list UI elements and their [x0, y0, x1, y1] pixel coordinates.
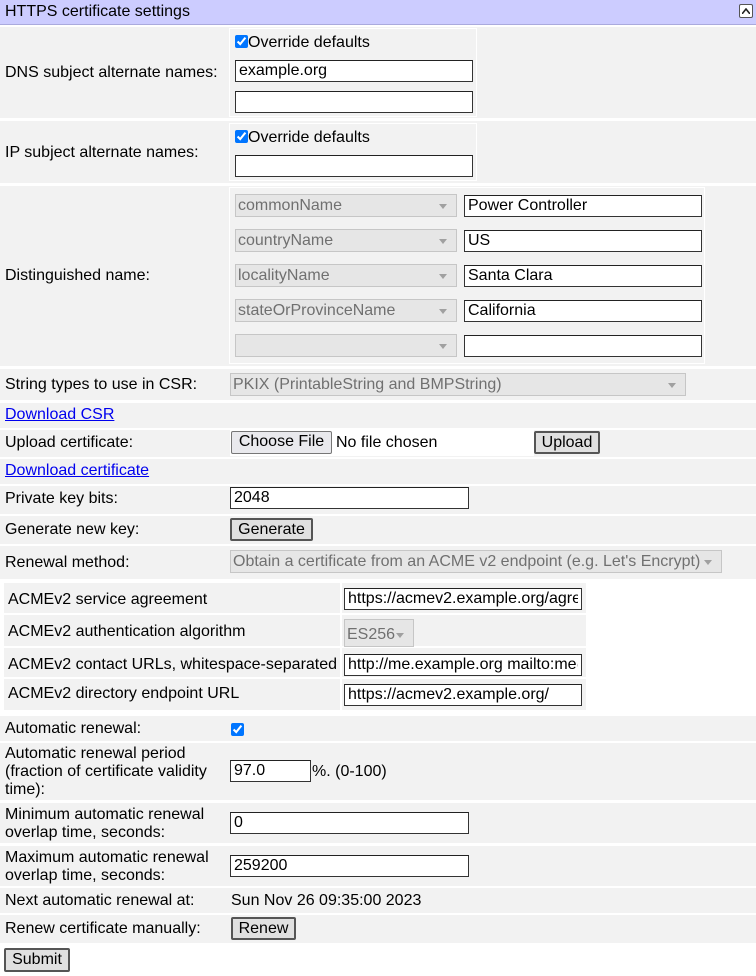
acme-settings — [3, 582, 587, 713]
download-csr-link[interactable]: Download CSR — [5, 406, 115, 423]
upload-label: Upload certificate: — [5, 434, 134, 451]
ip-override-checkbox[interactable] — [235, 130, 248, 143]
acme-directory-field[interactable] — [344, 684, 582, 706]
dns-label: DNS subject alternate names: — [5, 64, 218, 81]
file-chooser — [230, 430, 534, 456]
key-bits-field[interactable] — [230, 487, 469, 509]
renewal-period-row — [0, 743, 756, 800]
dns-override-label: Override defaults — [248, 34, 370, 51]
acme-directory-label: ACMEv2 directory endpoint URL — [8, 685, 240, 702]
auto-renewal-row — [0, 716, 756, 741]
key-bits-row — [0, 486, 756, 514]
renewal-method-label: Renewal method: — [5, 554, 130, 571]
auto-renewal-checkbox[interactable] — [231, 723, 244, 736]
max-overlap-label: Maximum automatic renewal overlap time, seconds: — [5, 849, 209, 884]
submit-button[interactable]: Submit — [4, 948, 70, 972]
renew-manual-row — [0, 915, 756, 943]
acme-agreement-field[interactable] — [344, 588, 582, 610]
ip-override-label: Override defaults — [248, 129, 370, 146]
min-overlap-label: Minimum automatic renewal overlap time, seconds: — [5, 806, 205, 841]
string-types-select[interactable]: PKIX (PrintableString and BMPString) — [230, 373, 686, 396]
max-overlap-field[interactable] — [230, 855, 469, 877]
acme-agreement-label: ACMEv2 service agreement — [8, 591, 208, 608]
string-types-row — [0, 369, 756, 400]
ip-label: IP subject alternate names: — [5, 144, 199, 161]
ip-box — [229, 123, 477, 181]
ip-row — [0, 121, 756, 183]
gen-key-label: Generate new key: — [5, 521, 140, 538]
dns-name-field-2[interactable] — [235, 91, 473, 113]
dn-value-field-2[interactable] — [464, 230, 702, 252]
min-overlap-field[interactable] — [230, 812, 469, 834]
key-bits-label: Private key bits: — [5, 490, 118, 507]
dn-label: Distinguished name: — [5, 267, 150, 284]
download-csr-row — [0, 403, 756, 428]
acme-contacts-field[interactable] — [344, 654, 582, 676]
renewal-period-label: Automatic renewal period (fraction of certificate validity time): — [5, 745, 207, 798]
dn-attr-select-1[interactable]: commonName — [235, 194, 457, 217]
renewal-period-suffix: %. (0-100) — [312, 763, 387, 780]
dns-name-field-1[interactable] — [235, 60, 473, 82]
next-renewal-row — [0, 888, 756, 913]
collapse-button[interactable] — [739, 4, 753, 18]
gen-key-row — [0, 516, 756, 544]
dn-attr-select-5[interactable] — [235, 334, 457, 357]
file-status: No file chosen — [336, 434, 438, 451]
min-overlap-row — [0, 803, 756, 843]
next-renewal-label: Next automatic renewal at: — [5, 892, 195, 909]
acme-agreement-label-cell — [4, 583, 340, 613]
dn-value-field-1[interactable] — [464, 195, 702, 217]
section-header — [0, 0, 756, 25]
dn-attr-select-2[interactable]: countryName — [235, 229, 457, 252]
next-renewal-value: Sun Nov 26 09:35:00 2023 — [231, 892, 422, 909]
chevron-up-icon — [742, 8, 750, 14]
renew-manual-label: Renew certificate manually: — [5, 920, 201, 937]
dn-value-field-3[interactable] — [464, 265, 702, 287]
upload-row — [0, 430, 756, 457]
dn-row — [0, 186, 756, 366]
choose-file-button[interactable]: Choose File — [231, 431, 332, 454]
string-types-label: String types to use in CSR: — [5, 376, 198, 393]
dn-attr-select-3[interactable]: localityName — [235, 264, 457, 287]
dns-box — [229, 28, 477, 117]
ip-address-field-1[interactable] — [235, 155, 473, 177]
acme-contacts-label: ACMEv2 contact URLs, whitespace-separated — [8, 656, 338, 673]
download-certificate-link[interactable]: Download certificate — [5, 462, 150, 479]
dn-box — [229, 187, 705, 364]
section-title: HTTPS certificate settings — [5, 3, 190, 20]
upload-button[interactable]: Upload — [534, 431, 600, 454]
download-cert-row — [0, 459, 756, 484]
max-overlap-row — [0, 846, 756, 886]
renewal-method-select[interactable]: Obtain a certificate from an ACME v2 endpoint (e.g. Let's Encrypt) — [230, 550, 722, 573]
auto-renewal-label: Automatic renewal: — [5, 720, 142, 737]
acme-algorithm-label: ACMEv2 authentication algorithm — [8, 623, 246, 640]
dns-row — [0, 27, 756, 118]
dns-override-checkbox[interactable] — [235, 35, 248, 48]
acme-algorithm-select[interactable]: ES256 — [344, 619, 414, 647]
renewal-method-row — [0, 546, 756, 579]
dn-value-field-4[interactable] — [464, 300, 702, 322]
dn-attr-select-4[interactable]: stateOrProvinceName — [235, 299, 457, 322]
generate-button[interactable]: Generate — [230, 518, 313, 541]
dn-value-field-5[interactable] — [464, 335, 702, 357]
renewal-period-field[interactable] — [230, 760, 311, 782]
renew-button[interactable]: Renew — [231, 917, 296, 940]
